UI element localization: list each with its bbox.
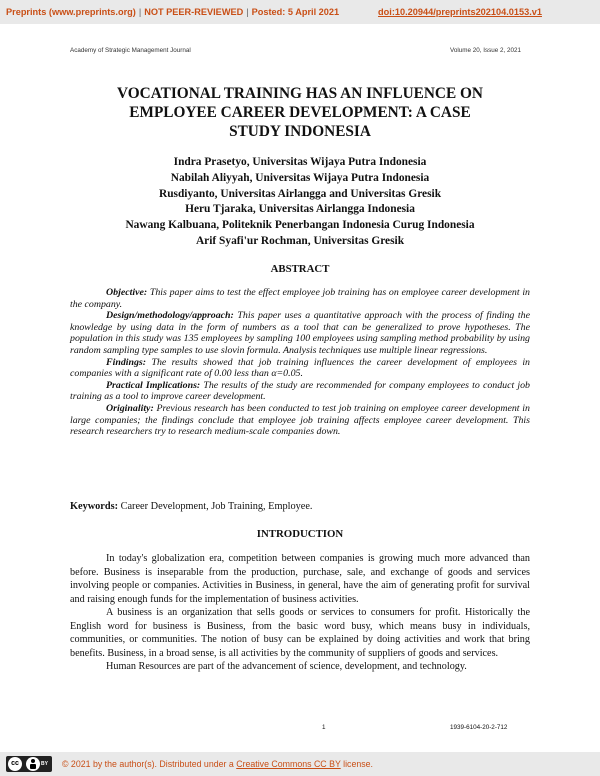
journal-issue: Volume 20, Issue 2, 2021 [450,47,522,54]
license-suffix: license. [340,759,373,769]
doi-link[interactable]: doi:10.20944/preprints202104.0153.v1 [378,7,542,17]
posted-date: Posted: 5 April 2021 [251,7,340,17]
preprints-site-link[interactable]: Preprints (www.preprints.org) [6,7,136,17]
creative-commons-icon: cc [8,757,22,771]
abstract-paragraph [70,310,530,356]
keywords-text: Career Development, Job Training, Employee. [118,501,313,512]
paper-title [40,84,560,141]
abstract-label: Objective: [106,287,148,298]
keywords-label: Keywords: [70,501,119,512]
body-paragraph: In today's globalization era, competition between companies is growing much more advanced than before. Business is inseparable from the production, purchase, sale, and exchange of goods and services involving people or companies. Activities in Business, in general, have the aim of generating profit for survival and raising enough funds for the implementation of business activities. [70,553,530,605]
author-line: Heru Tjaraka, Universitas Airlangga Indonesia [185,203,415,216]
abstract-label: Findings: [106,356,147,368]
attribution-person-icon [26,757,40,771]
cc-by-badge-icon[interactable] [6,756,52,772]
abstract-paragraph [70,357,530,380]
preprint-header-bar [0,0,600,24]
preprint-header-left [6,7,339,17]
peer-review-status: NOT PEER-REVIEWED [144,7,244,17]
cc-by-license-link[interactable]: Creative Commons CC BY [236,759,341,769]
introduction-body [70,552,530,674]
abstract-label: Practical Implications: [106,379,201,391]
license-text [62,759,373,769]
author-line: Indra Prasetyo, Universitas Wijaya Putra Indonesia [173,156,427,168]
abstract-text: Previous research has been conducted to test job training on employee career development in large companies; the findings conclude that employee job training affects employee career development. This research researchers try to research medium-scale companies down. [70,402,530,438]
title-line: STUDY INDONESIA [229,123,371,140]
author-line: Arif Syafi'ur Rochman, Universitas Gresik [195,234,405,247]
page-number: 1 [322,724,326,731]
author-line: Nabilah Aliyyah, Universitas Wijaya Putra Indonesia [170,171,430,184]
abstract-text: The results of the study are recommended for company employees to conduct job training as a tool to improve career development. [70,379,530,403]
journal-name: Academy of Strategic Management Journal [70,47,191,54]
author-line: Nawang Kalbuana, Politeknik Penerbangan Indonesia Curug Indonesia [125,219,475,232]
author-list [40,155,560,250]
abstract-text: This paper aims to test the effect employee job training has on employee career development in the company. [70,287,530,310]
abstract-label: Design/methodology/approach: [106,310,234,322]
title-line: VOCATIONAL TRAINING HAS AN INFLUENCE ON [117,85,483,102]
keywords [70,501,540,512]
abstract-text: The results showed that job training influences the career development of employees in companies with a significant rate of 0.00 less than α=0.05. [70,356,530,380]
separator: | [246,7,249,17]
abstract-label: Originality: [106,402,154,414]
introduction-heading: INTRODUCTION [256,528,344,540]
body-paragraph: A business is an organization that sells goods or services to consumers for profit. Historically the English word for business is Business, from the basic word busy, which means busy in individuals, communities, or communities. The notion of busy can be explained by doing activities and work that bring benefits. Business, in a broad sense, is all activities by the community of suppliers of goods and services. [70,607,530,659]
badge-label: BY [41,761,48,767]
title-line: EMPLOYEE CAREER DEVELOPMENT: A CASE [129,104,471,121]
abstract-paragraph [70,403,530,438]
abstract-paragraph [70,287,530,310]
abstract-body [70,287,530,438]
author-line: Rusdiyanto, Universitas Airlangga and Universitas Gresik [158,187,442,200]
issn-code: 1939-6104-20-2-712 [450,724,508,731]
separator: | [138,7,142,17]
abstract-text: This paper uses a quantitative approach with the process of finding the knowledge by using data in the form of numbers as a tool that can be generalized to prove hypotheses. The population in this study was 135 employees by sampling 100 employees using sampling method probability by using random sampling type samples to use slovin formula. Analysis techniques use multiple linear regressions. [70,310,530,356]
abstract-heading: ABSTRACT [270,263,330,275]
license-prefix: © 2021 by the author(s). Distributed under a [62,759,237,769]
abstract-paragraph [70,380,530,403]
license-bar [0,752,600,776]
body-paragraph: Human Resources are part of the advancement of science, development, and technology. [106,661,467,672]
